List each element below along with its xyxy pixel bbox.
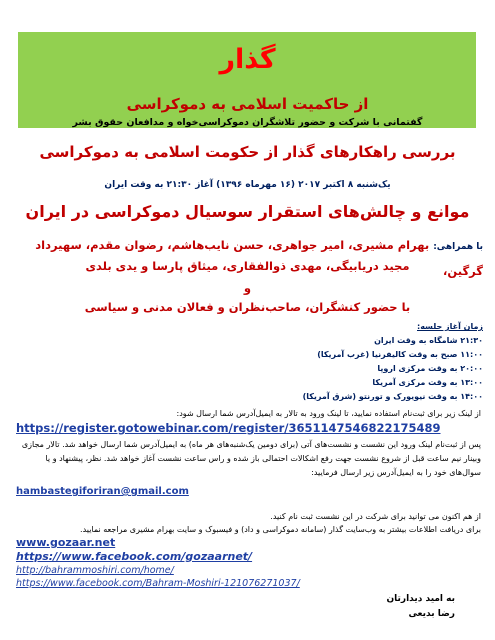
start-time-block: [303, 320, 483, 404]
time-item: ۱۱:۰۰ صبح به وقت کالیفرنیا (غرب آمریکا): [317, 350, 483, 359]
guests-and: و: [243, 281, 252, 295]
page-title: گذار: [219, 44, 276, 75]
start-time-label: زمان آغاز جلسه:: [417, 322, 483, 331]
gozaar-facebook-link[interactable]: https://www.facebook.com/gozaarnet/: [16, 550, 253, 563]
signature-name: رضا بدیعی: [408, 609, 455, 619]
time-item: ۲۱:۳۰ شامگاه به وقت ایران: [374, 336, 483, 345]
time-item: ۲۰:۰۰ به وقت مرکزی اروپا: [377, 364, 483, 373]
guests-line-3: با حضور کنشگران، صاحب‌نظران و فعالان مدنی و سیاسی: [84, 300, 411, 314]
session-heading: بررسی راهکارهای گذار از حکومت اسلامی به دموکراسی: [39, 143, 456, 161]
registration-link[interactable]: https://register.gotowebinar.com/register/3651147546822175489: [16, 421, 441, 435]
moshiri-facebook-link[interactable]: https://www.facebook.com/Bahram-Moshiri-121076271037/: [16, 578, 300, 589]
time-item: ۱۴:۰۰ به وقت نیویورک و تورنتو (شرق آمریکا): [302, 392, 483, 401]
session-topic: موانع و چالش‌های استقرار سوسیال دموکراسی در ایران: [25, 202, 470, 221]
more-info-note: برای دریافت اطلاعات بیشتر به وب‌سایت گذار (سامانه دموکراسی و داد) و فیسبوک و سایت بهرام مشیری مراجعه نمایید.: [80, 525, 481, 534]
gozaar-website-link[interactable]: www.gozaar.net: [16, 536, 116, 549]
registration-intro: از لینک زیر برای ثبت‌نام استفاده نمایید، تا لینک ورود به تالار به ایمیل‌آدرس شما ارسال شود:: [176, 409, 481, 418]
page-subtitle: از حاکمیت اسلامی به دموکراسی: [126, 95, 369, 113]
session-date: یک‌شنبه ۸ اکتبر ۲۰۱۷ (۱۶ مهرماه ۱۳۹۶) آغاز ۲۱:۳۰ به وقت ایران: [104, 180, 391, 190]
guests-names-1: بهرام مشیری، امیر جواهری، حسن نایب‌هاشم، رضوان مقدم، سهیرداد گرگین،: [35, 238, 483, 278]
moshiri-website-link[interactable]: http://bahrammoshiri.com/home/: [16, 565, 174, 576]
guests-line-1: [13, 233, 483, 283]
page-tagline: گفتمانی با شرکت و حضور تلاشگران دموکراسی‌خواه و مدافعان حقوق بشر: [72, 117, 423, 128]
contact-email-link[interactable]: hambastegiforiran@gmail.com: [16, 486, 189, 497]
closing-line: به امید دیدارتان: [386, 594, 455, 604]
guests-line-2: مجید دریابیگی، مهدی ذوالفقاری، میثاق پارسا و یدی بلدی: [85, 259, 410, 273]
time-item: ۱۳:۰۰ به وقت مرکزی آمریکا: [372, 378, 483, 387]
signup-note: از هم اکنون می توانید برای شرکت در این نشست ثبت نام کنید.: [270, 512, 481, 521]
guests-label: با همراهی:: [433, 242, 483, 252]
registration-paragraph: پس از ثبت‌نام لینک ورود این نشست و نشست‌های آتی (برای دومین یک‌شنبه‌های هر ماه) به ایمیل‌آدرس شما ارسال خواهد شد. تالار مجازی وبینار نیم ساعت قبل از شروع نشست جهت رفع اشکالات احتمالی باز شده و راس ساعت نشست آغاز خواهد شد. نظر، پیشنهاد و یا سوال‌های خود را به ایمیل‌آدرس زیر ارسال فرمایید:: [21, 440, 481, 477]
